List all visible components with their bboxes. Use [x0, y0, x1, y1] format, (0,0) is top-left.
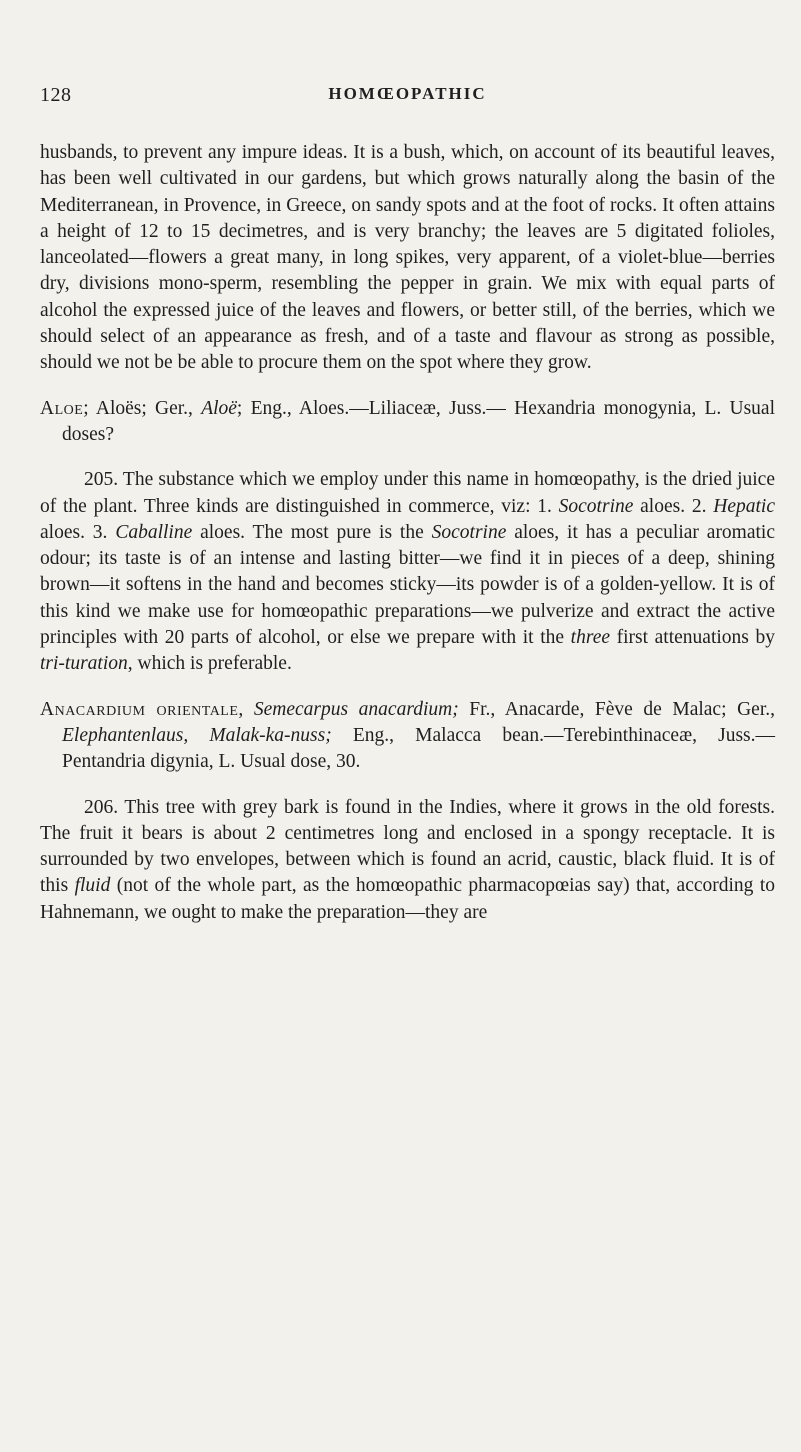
- page-header: [40, 84, 775, 114]
- paragraph-continued: husbands, to prevent any impure ideas. It is a bush, which, on account of its beautiful leaves, has been well cultivated in our gardens, but which grows naturally along the basin of the Mediterranean, in Provence, in Greece, on sandy spots and at the foot of rocks. It often attains a height of 12 to 15 decimetres, and is very branchy; the leaves are 5 digitated folioles, lanceolated—flowers a great many, in long spikes, very apparent, of a violet-blue—berries dry, divisions mono-sperm, resembling the pepper in grain. We mix with equal parts of alcohol the expressed juice of the leaves and flowers, or better still, of the berries, which we should select of an appearance as fresh, and of a taste and flavour as strong as possible, should we not be be able to procure them on the spot where they grow.: [40, 142, 775, 374]
- latin-name-anacardium: Semecarpus anacardium;: [253, 698, 459, 720]
- paragraph-206: 206. This tree with grey bark is found in the Indies, where it grows in the old forests. The fruit it bears is about 2 centimetres long and enclosed in a spongy receptacle. It is surrounded by two envelopes, between which is found an acrid, caustic, black fluid. It is of this fluid (not of the whole part, as the homœopathic pharmacopœias say) that, according to Hahnemann, we ought to make the preparation—they are: [40, 796, 775, 923]
- page-number: 128: [40, 84, 72, 106]
- page-body: [40, 140, 775, 926]
- entry-heading-aloe: Aloe: [40, 397, 84, 419]
- german-name-aloe: Aloë: [201, 397, 237, 419]
- german-name-anacardium: Elephantenlaus, Malak-ka-nuss;: [62, 724, 332, 746]
- running-title: HOMŒOPATHIC: [328, 84, 487, 103]
- entry-heading-anacardium: Anacardium orientale: [40, 698, 239, 720]
- paragraph-205: 205. The substance which we employ under this name in homœopathy, is the dried juice of the plant. Three kinds are distinguished in commerce, viz: 1. Socotrine aloes. 2. Hepatic aloes. 3. Caballine aloes. The most pure is the Socotrine aloes, it has a peculiar aromatic odour; its taste is of an intense and lasting bitter—we find it in pieces of a deep, shining brown—it softens in the hand and becomes sticky—its powder is of a golden-yellow. It is of this kind we make use for homœopathic preparations—we pulverize and extract the active principles with 20 parts of alcohol, or else we prepare with it the three first attenuations by tri-turation, which is preferable.: [40, 469, 776, 675]
- entry-anacardium: Anacardium orientale, Semecarpus anacardium; Fr., Anacarde, Fève de Malac; Ger., Elephantenlaus, Malak-ka-nuss; Eng., Malacca bean.—Terebinthinaceæ, Juss.— Pentandria digynia, L. Usual dose, 30.: [40, 698, 775, 773]
- entry-aloe: Aloe; Aloës; Ger., Aloë; Eng., Aloes.—Liliaceæ, Juss.— Hexandria monogynia, L. Usual doses?: [40, 397, 775, 445]
